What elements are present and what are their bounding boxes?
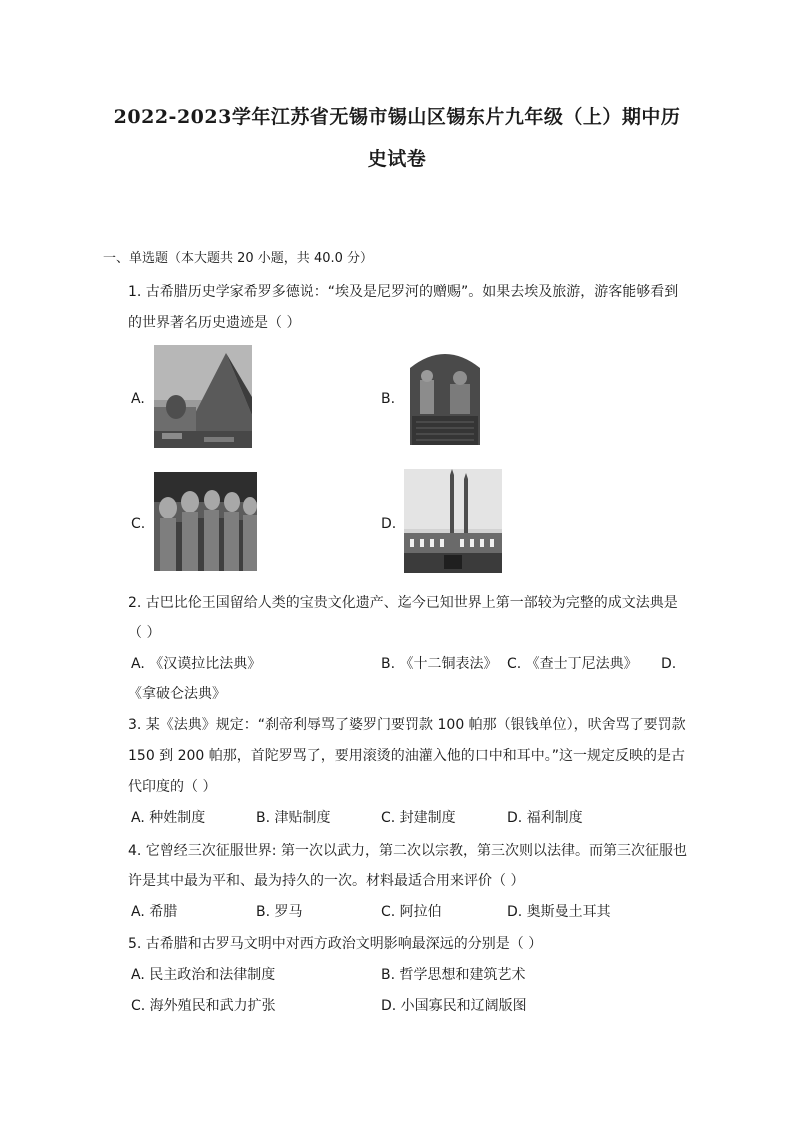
q3-stem-line2: 150 到 200 帕那，首陀罗骂了，要用滚烫的油灌入他的口中和耳中。”这一规定反映的是古 (128, 748, 686, 764)
q3-option-b[interactable]: B. 津贴制度 (256, 810, 331, 826)
q5-option-c[interactable]: C. 海外殖民和武力扩张 (131, 998, 276, 1014)
q5-option-b[interactable]: B. 哲学思想和建筑艺术 (381, 967, 526, 983)
q3-option-c[interactable]: C. 封建制度 (381, 810, 456, 826)
q4-option-c[interactable]: C. 阿拉伯 (381, 904, 442, 920)
q2-option-c[interactable]: C. 《查士丁尼法典》 (507, 656, 638, 672)
q4-stem-line2: 许是其中最为平和、最为持久的一次。材料最适合用来评价（ ） (128, 873, 525, 889)
q4-option-d[interactable]: D. 奥斯曼土耳其 (507, 904, 611, 920)
q2-stem-line1: 2. 古巴比伦王国留给人类的宝贵文化遗产、迄今已知世界上第一部较为完整的成文法典是 (128, 595, 678, 611)
mosque-minarets-photo (404, 469, 502, 573)
pyramid-sphinx-photo (154, 345, 252, 448)
q3-option-d[interactable]: D. 福利制度 (507, 810, 583, 826)
section-header: 一、单选题（本大题共 20 小题，共 40.0 分） (103, 251, 374, 266)
q2-option-a[interactable]: A. 《汉谟拉比法典》 (131, 656, 262, 672)
q1-stem-line2: 的世界著名历史遗迹是（ ） (128, 315, 301, 331)
q1-option-c-label[interactable]: C. (131, 516, 146, 532)
terracotta-warriors-photo (154, 472, 257, 571)
q2-stem-line2: （ ） (128, 625, 161, 641)
q4-option-b[interactable]: B. 罗马 (256, 904, 303, 920)
exam-title (90, 96, 704, 180)
q1-option-a-label[interactable]: A. (131, 391, 145, 407)
q5-option-d[interactable]: D. 小国寡民和辽阔版图 (381, 998, 527, 1014)
hammurabi-stele-photo (404, 346, 486, 445)
q3-option-a[interactable]: A. 种姓制度 (131, 810, 206, 826)
q3-stem-line1: 3. 某《法典》规定：“刹帝利辱骂了婆罗门要罚款 100 帕那（银钱单位），吠舍骂了要罚款 (128, 717, 686, 733)
q1-option-d-label[interactable]: D. (381, 516, 397, 532)
q4-option-a[interactable]: A. 希腊 (131, 904, 178, 920)
q5-stem-line1: 5. 古希腊和古罗马文明中对西方政治文明影响最深远的分别是（ ） (128, 936, 543, 952)
title-line-1: 2022-2023学年江苏省无锡市锡山区锡东片九年级（上）期中历 (113, 106, 681, 128)
q1-stem-line1: 1. 古希腊历史学家希罗多德说：“埃及是尼罗河的赠赐”。如果去埃及旅游，游客能够看到 (128, 284, 679, 300)
q2-option-d-text[interactable]: 《拿破仑法典》 (128, 686, 226, 702)
q2-option-d-letter[interactable]: D. (661, 656, 677, 672)
q2-option-b[interactable]: B. 《十二铜表法》 (381, 656, 498, 672)
q4-stem-line1: 4. 它曾经三次征服世界: 第一次以武力，第二次以宗教，第三次则以法律。而第三次征服也 (128, 843, 687, 859)
q3-stem-line3: 代印度的（ ） (128, 779, 217, 795)
q1-option-b-label[interactable]: B. (381, 391, 396, 407)
q5-option-a[interactable]: A. 民主政治和法律制度 (131, 967, 276, 983)
title-line-2: 史试卷 (367, 148, 427, 170)
